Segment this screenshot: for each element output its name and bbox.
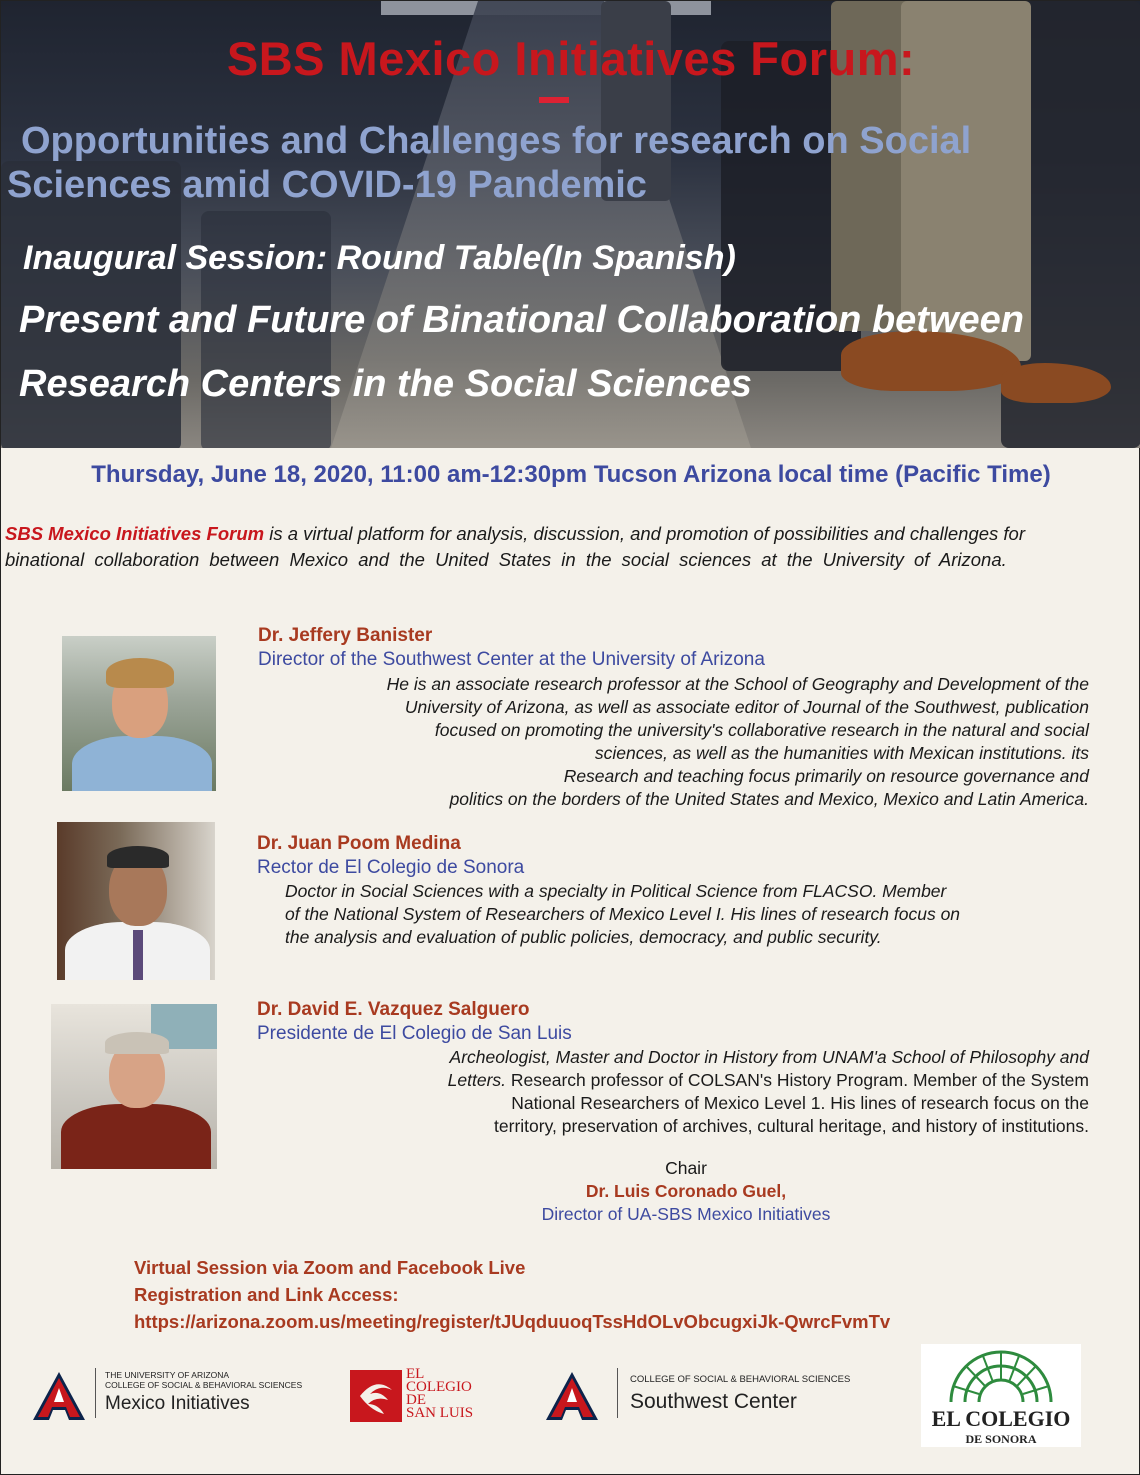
speaker-1-role: Director of the Southwest Center at the University of Arizona <box>258 649 765 670</box>
speaker-3-bio-line <box>261 1069 1089 1092</box>
chair-name: Dr. Luis Coronado Guel, <box>585 1181 787 1201</box>
ua-southwest-center-logo <box>542 1366 902 1426</box>
registration-link[interactable]: https://arizona.zoom.us/meeting/register/tJUqduuoqTssHdOLvObcugxiJk-QwrcFvmTv <box>134 1311 891 1332</box>
ua-southwest-big: Southwest Center <box>630 1390 797 1413</box>
colsan-swirl-icon <box>350 1370 402 1422</box>
virtual-session-block <box>134 1254 890 1335</box>
speaker-1-bio-line: He is an associate research professor at the School of Geography and Development of the <box>386 674 1089 694</box>
chair-role: Director of UA-SBS Mexico Initiatives <box>541 1204 831 1224</box>
speaker-3-bio-line: National Researchers of Mexico Level 1. His lines of research focus on the <box>511 1093 1089 1113</box>
speaker-3-name: Dr. David E. Vazquez Salguero <box>257 999 530 1020</box>
speaker-photo-poom <box>57 822 215 980</box>
chair-label: Chair <box>665 1158 707 1178</box>
colsan-l1: EL <box>406 1366 425 1382</box>
speaker-3-bio-plain: Research professor of COLSAN's History Program. Member of the System <box>506 1070 1089 1090</box>
speaker-2-bio-line: Doctor in Social Sciences with a specialty in Political Science from FLACSO. Member <box>285 881 947 901</box>
event-date: Thursday, June 18, 2020, 11:00 am-12:30pm Tucson Arizona local time (Pacific Time) <box>91 461 1051 488</box>
colson-l1: EL COLEGIO <box>931 1406 1071 1431</box>
virtual-line-2: Registration and Link Access: <box>134 1284 399 1305</box>
ua-a-icon <box>29 1370 89 1422</box>
speaker-2-bio <box>285 880 1085 949</box>
forum-title: SBS Mexico Initiatives Forum: <box>226 32 916 85</box>
intro-line-2: binational collaboration between Mexico and the United States in the social sciences at the University of Arizona. <box>5 549 1007 570</box>
ua-a-icon <box>542 1370 602 1422</box>
speaker-2-bio-line: of the National System of Researchers of Mexico Level I. His lines of research focus on <box>285 904 961 924</box>
speaker-3-bio-italic: Letters. <box>447 1070 507 1090</box>
topic-line-2: Research Centers in the Social Sciences <box>19 363 752 405</box>
colegio-sonora-logo <box>921 1344 1081 1447</box>
red-light <box>539 97 569 103</box>
colson-l2: DE SONORA <box>965 1432 1037 1446</box>
ua-mexico-small-1: THE UNIVERSITY OF ARIZONA <box>105 1370 230 1380</box>
colsan-l3: DE <box>406 1392 426 1408</box>
speaker-1-bio-line: politics on the borders of the United States and Mexico, Mexico and Latin America. <box>449 789 1089 809</box>
colson-arch-icon <box>921 1346 1081 1406</box>
hero-banner <box>1 1 1140 448</box>
intro-lead: SBS Mexico Initiatives Forum <box>5 523 265 544</box>
subtitle-line-2: Sciences amid COVID-19 Pandemic <box>7 164 647 206</box>
ua-southwest-small: COLLEGE OF SOCIAL & BEHAVIORAL SCIENCES <box>630 1374 851 1385</box>
ua-mexico-initiatives-logo <box>29 1366 329 1426</box>
speaker-1-name: Dr. Jeffery Banister <box>258 625 433 646</box>
speaker-3-bio-line: Archeologist, Master and Doctor in History from UNAM'a School of Philosophy and <box>449 1047 1089 1067</box>
speaker-1-bio-line: Research and teaching focus primarily on resource governance and <box>563 766 1089 786</box>
speaker-3-bio-line: territory, preservation of archives, cultural heritage, and history of institutions. <box>494 1116 1089 1136</box>
forum-subtitle <box>7 119 1127 207</box>
speaker-2-role: Rector de El Colegio de Sonora <box>257 857 525 878</box>
speaker-1-bio-line: focused on promoting the university's collaborative research in the natural and social <box>434 720 1089 740</box>
speaker-1-bio-line: University of Arizona, as well as associate editor of Journal of the Southwest, publication <box>404 697 1089 717</box>
colsan-l2: COLEGIO <box>406 1379 472 1395</box>
speaker-3-bio <box>261 1046 1089 1138</box>
intro-paragraph <box>5 521 1137 573</box>
speaker-3-role: Presidente de El Colegio de San Luis <box>257 1023 572 1044</box>
ua-mexico-big: Mexico Initiatives <box>105 1393 250 1414</box>
session-title: Inaugural Session: Round Table(In Spanish) <box>23 239 736 277</box>
speaker-photo-vazquez <box>51 1004 217 1169</box>
subtitle-line-1: Opportunities and Challenges for research on Social <box>21 120 972 162</box>
speaker-1-bio-line: sciences, as well as the humanities with Mexican institutions. its <box>594 743 1089 763</box>
speaker-2-bio-line: the analysis and evaluation of public policies, democracy, and public security. <box>285 927 882 947</box>
chair-block <box>441 1157 931 1226</box>
ua-mexico-small-2: COLLEGE OF SOCIAL & BEHAVIORAL SCIENCES <box>105 1380 303 1390</box>
topic-line-1: Present and Future of Binational Collaboration between <box>19 299 1024 341</box>
speaker-1-bio <box>261 673 1089 811</box>
intro-line-1: is a virtual platform for analysis, discussion, and promotion of possibilities and challenges for <box>264 523 1026 544</box>
colsan-l4: SAN LUIS <box>406 1405 474 1421</box>
speaker-2-name: Dr. Juan Poom Medina <box>257 833 461 854</box>
colegio-san-luis-logo <box>350 1368 510 1428</box>
speaker-photo-banister <box>62 636 216 791</box>
virtual-line-1: Virtual Session via Zoom and Facebook Live <box>134 1257 526 1278</box>
